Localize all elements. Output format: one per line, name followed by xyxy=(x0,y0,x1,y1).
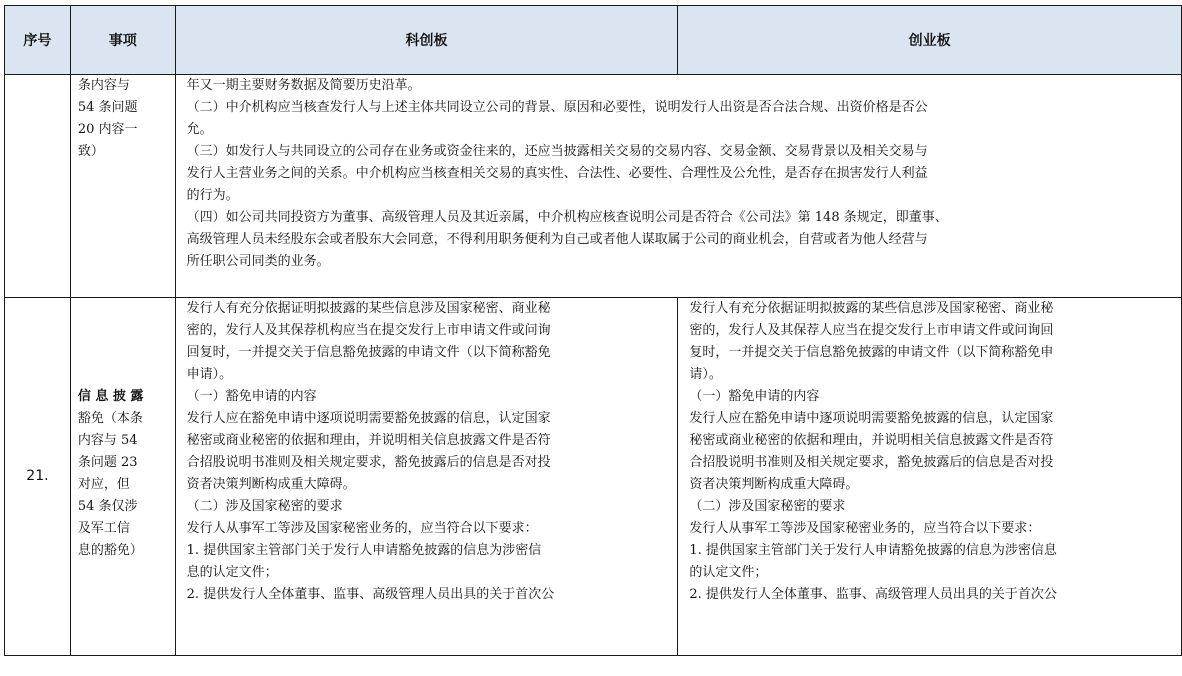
header-star-market: 科创板 xyxy=(175,6,678,75)
text-line: 回复时，一并提交关于信息豁免披露的申请文件（以下简称豁免 xyxy=(186,345,551,360)
text-line: 高级管理人员未经股东会或者股东大会同意，不得利用职务便利为自己或者他人谋取属于公司的商业机会，自营或者为他人经营与 xyxy=(186,232,928,247)
text-line: 秘密或商业秘密的依据和理由，并说明相关信息披露文件是否符 xyxy=(689,433,1054,448)
item-line: 20 内容一 xyxy=(77,122,138,137)
item-line: 豁免（本条 xyxy=(77,411,143,426)
item-line: 条问题 23 xyxy=(77,455,138,470)
text-line: 发行人从事军工等涉及国家秘密业务的，应当符合以下要求： xyxy=(689,521,1041,536)
item-line: 54 条问题 xyxy=(77,100,138,115)
item-line: 条内容与 xyxy=(77,78,130,93)
text-line: 发行人应在豁免申请中逐项说明需要豁免披露的信息，认定国家 xyxy=(186,411,551,426)
item-line: 及军工信 xyxy=(77,521,130,536)
text-line: 资者决策判断构成重大障碍。 xyxy=(186,477,356,492)
text-line: 2. 提供发行人全体董事、监事、高级管理人员出具的关于首次公 xyxy=(689,587,1057,602)
text-line: 发行人主营业务之间的关系。中介机构应当核查相关交易的真实性、合法性、必要性、合理性及公允性，是否存在损害发行人利益 xyxy=(186,166,928,181)
header-no: 序号 xyxy=(5,6,71,75)
text-line: 资者决策判断构成重大障碍。 xyxy=(689,477,859,492)
table-row xyxy=(5,75,1182,298)
text-line: （二）涉及国家秘密的要求 xyxy=(186,499,343,514)
item-line: 对应，但 xyxy=(77,477,130,492)
text-line: 发行人有充分依据证明拟披露的某些信息涉及国家秘密、商业秘 xyxy=(186,301,551,316)
chinext-cell xyxy=(678,298,1182,656)
item-line: 致） xyxy=(77,144,104,159)
item-line: 信 息 披 露 xyxy=(77,389,144,404)
item-cell xyxy=(70,298,175,656)
text-line: 所任职公司同类的业务。 xyxy=(186,254,330,269)
text-line: 复时，一并提交关于信息豁免披露的申请文件（以下简称豁免申 xyxy=(689,345,1054,360)
item-line: 54 条仅涉 xyxy=(77,499,138,514)
text-line: （一）豁免申请的内容 xyxy=(689,389,820,404)
text-line: 的认定文件； xyxy=(689,565,768,580)
text-line: （二）中介机构应当核查发行人与上述主体共同设立公司的背景、原因和必要性，说明发行人出资是否合法合规、出资价格是否公 xyxy=(186,100,928,115)
comparison-table xyxy=(4,5,1182,656)
text-line: 请）。 xyxy=(689,367,722,382)
text-line: 2. 提供发行人全体董事、监事、高级管理人员出具的关于首次公 xyxy=(186,587,555,602)
text-line: 秘密或商业秘密的依据和理由，并说明相关信息披露文件是否符 xyxy=(186,433,551,448)
text-line: （四）如公司共同投资方为董事、高级管理人员及其近亲属，中介机构应核查说明公司是否符合《公司法》第 148 条规定，即董事、 xyxy=(186,210,948,225)
row-number xyxy=(5,298,71,656)
item-line: 内容与 54 xyxy=(77,433,138,448)
text-line: 1. 提供国家主管部门关于发行人申请豁免披露的信息为涉密信 xyxy=(186,543,542,558)
merged-text-cell xyxy=(175,75,1181,298)
star-market-cell xyxy=(175,298,678,656)
text-line: 的行为。 xyxy=(186,188,239,203)
text-line: 合招股说明书准则及相关规定要求，豁免披露后的信息是否对投 xyxy=(186,455,551,470)
text-line: （二）涉及国家秘密的要求 xyxy=(689,499,846,514)
header-chinext: 创业板 xyxy=(678,6,1182,75)
text-line: 合招股说明书准则及相关规定要求，豁免披露后的信息是否对投 xyxy=(689,455,1054,470)
row-number-text: 21. xyxy=(26,468,49,484)
item-line: 息的豁免） xyxy=(77,543,143,558)
text-line: 发行人应在豁免申请中逐项说明需要豁免披露的信息，认定国家 xyxy=(689,411,1054,426)
text-line: 密的，发行人及其保荐人应当在提交发行上市申请文件或问询回 xyxy=(689,323,1054,338)
text-line: 发行人有充分依据证明拟披露的某些信息涉及国家秘密、商业秘 xyxy=(689,301,1054,316)
table-row xyxy=(5,298,1182,656)
text-line: 发行人从事军工等涉及国家秘密业务的，应当符合以下要求： xyxy=(186,521,538,536)
text-line: 申请）。 xyxy=(186,367,233,382)
text-line: 息的认定文件； xyxy=(186,565,278,580)
header-row xyxy=(5,6,1182,75)
text-line: 年又一期主要财务数据及简要历史沿革。 xyxy=(186,78,421,93)
row-number xyxy=(5,75,71,298)
text-line: 1. 提供国家主管部门关于发行人申请豁免披露的信息为涉密信息 xyxy=(689,543,1057,558)
text-line: （三）如发行人与共同设立的公司存在业务或资金往来的，还应当披露相关交易的交易内容、交易金额、交易背景以及相关交易与 xyxy=(186,144,928,159)
text-line: 密的，发行人及其保荐机构应当在提交发行上市申请文件或问询 xyxy=(186,323,551,338)
header-item: 事项 xyxy=(70,6,175,75)
item-cell xyxy=(70,75,175,298)
text-line: 允。 xyxy=(186,122,213,137)
text-line: （一）豁免申请的内容 xyxy=(186,389,317,404)
